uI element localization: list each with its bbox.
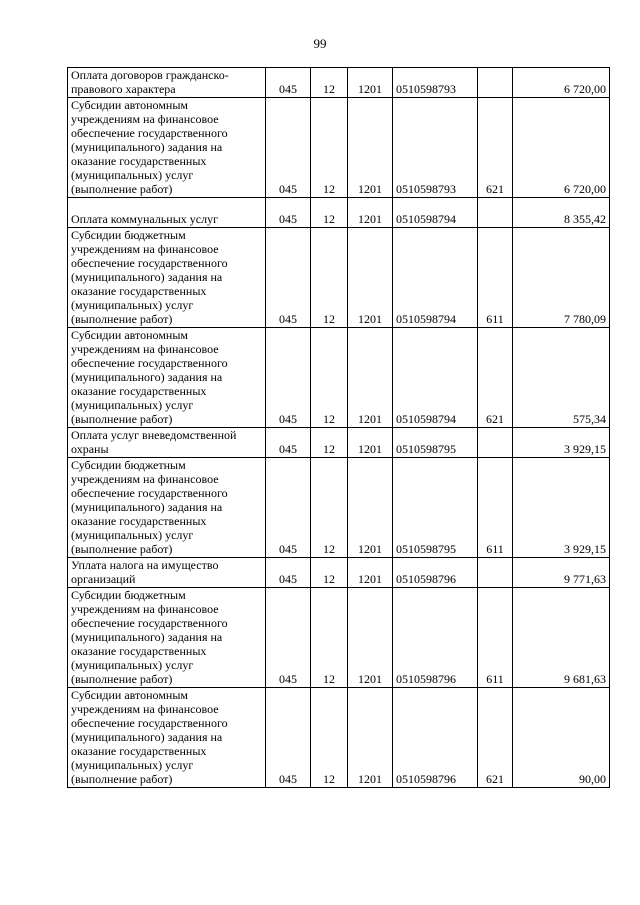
target-article-cell: 0510598795 bbox=[393, 428, 478, 458]
ministry-code-cell: 045 bbox=[266, 688, 311, 788]
expense-type-cell bbox=[478, 558, 513, 588]
amount-cell: 575,34 bbox=[513, 328, 610, 428]
expense-type-cell: 611 bbox=[478, 458, 513, 558]
table-row bbox=[68, 98, 610, 198]
expense-type-cell: 621 bbox=[478, 688, 513, 788]
amount-cell: 8 355,42 bbox=[513, 198, 610, 228]
amount-cell: 9 681,63 bbox=[513, 588, 610, 688]
row-name-cell: Субсидии бюджетным учреждениям на финансовое обеспечение государственного (муниципального) задания на оказание государственных (муниципальных) услуг (выполнение работ) bbox=[68, 458, 266, 558]
subsection-code-cell: 1201 bbox=[348, 198, 393, 228]
subsection-code-cell: 1201 bbox=[348, 328, 393, 428]
ministry-code-cell: 045 bbox=[266, 558, 311, 588]
table-row bbox=[68, 228, 610, 328]
expense-type-cell bbox=[478, 68, 513, 98]
expense-type-cell bbox=[478, 198, 513, 228]
ministry-code-cell: 045 bbox=[266, 458, 311, 558]
subsection-code-cell: 1201 bbox=[348, 558, 393, 588]
row-name-cell: Субсидии бюджетным учреждениям на финансовое обеспечение государственного (муниципального) задания на оказание государственных (муниципальных) услуг (выполнение работ) bbox=[68, 588, 266, 688]
expense-type-cell: 611 bbox=[478, 588, 513, 688]
section-code-cell: 12 bbox=[311, 198, 348, 228]
section-code-cell: 12 bbox=[311, 588, 348, 688]
amount-cell: 9 771,63 bbox=[513, 558, 610, 588]
row-name-cell: Субсидии бюджетным учреждениям на финансовое обеспечение государственного (муниципального) задания на оказание государственных (муниципальных) услуг (выполнение работ) bbox=[68, 228, 266, 328]
table-row bbox=[68, 458, 610, 558]
amount-cell: 90,00 bbox=[513, 688, 610, 788]
amount-cell: 6 720,00 bbox=[513, 98, 610, 198]
subsection-code-cell: 1201 bbox=[348, 228, 393, 328]
page-number: 99 bbox=[313, 36, 327, 51]
row-name-cell: Субсидии автономным учреждениям на финансовое обеспечение государственного (муниципального) задания на оказание государственных (муниципальных) услуг (выполнение работ) bbox=[68, 328, 266, 428]
section-code-cell: 12 bbox=[311, 558, 348, 588]
target-article-cell: 0510598793 bbox=[393, 98, 478, 198]
table-row bbox=[68, 198, 610, 228]
row-name-cell: Оплата договоров гражданско- правового характера bbox=[68, 68, 266, 98]
table-row bbox=[68, 558, 610, 588]
expense-type-cell bbox=[478, 428, 513, 458]
target-article-cell: 0510598796 bbox=[393, 688, 478, 788]
amount-cell: 7 780,09 bbox=[513, 228, 610, 328]
section-code-cell: 12 bbox=[311, 328, 348, 428]
ministry-code-cell: 045 bbox=[266, 588, 311, 688]
section-code-cell: 12 bbox=[311, 458, 348, 558]
expense-type-cell: 611 bbox=[478, 228, 513, 328]
target-article-cell: 0510598796 bbox=[393, 588, 478, 688]
ministry-code-cell: 045 bbox=[266, 228, 311, 328]
amount-cell: 3 929,15 bbox=[513, 458, 610, 558]
target-article-cell: 0510598794 bbox=[393, 228, 478, 328]
ministry-code-cell: 045 bbox=[266, 428, 311, 458]
expense-type-cell: 621 bbox=[478, 328, 513, 428]
table-row bbox=[68, 68, 610, 98]
target-article-cell: 0510598794 bbox=[393, 328, 478, 428]
table-row bbox=[68, 588, 610, 688]
target-article-cell: 0510598793 bbox=[393, 68, 478, 98]
table-row bbox=[68, 688, 610, 788]
section-code-cell: 12 bbox=[311, 98, 348, 198]
subsection-code-cell: 1201 bbox=[348, 458, 393, 558]
section-code-cell: 12 bbox=[311, 688, 348, 788]
target-article-cell: 0510598796 bbox=[393, 558, 478, 588]
row-name-cell: Оплата услуг вневедомственной охраны bbox=[68, 428, 266, 458]
table-body bbox=[68, 68, 610, 788]
ministry-code-cell: 045 bbox=[266, 68, 311, 98]
subsection-code-cell: 1201 bbox=[348, 68, 393, 98]
ministry-code-cell: 045 bbox=[266, 98, 311, 198]
section-code-cell: 12 bbox=[311, 428, 348, 458]
table-row bbox=[68, 328, 610, 428]
subsection-code-cell: 1201 bbox=[348, 428, 393, 458]
section-code-cell: 12 bbox=[311, 68, 348, 98]
subsection-code-cell: 1201 bbox=[348, 588, 393, 688]
target-article-cell: 0510598795 bbox=[393, 458, 478, 558]
amount-cell: 6 720,00 bbox=[513, 68, 610, 98]
row-name-cell: Субсидии автономным учреждениям на финансовое обеспечение государственного (муниципального) задания на оказание государственных (муниципальных) услуг (выполнение работ) bbox=[68, 98, 266, 198]
target-article-cell: 0510598794 bbox=[393, 198, 478, 228]
ministry-code-cell: 045 bbox=[266, 198, 311, 228]
row-name-cell: Субсидии автономным учреждениям на финансовое обеспечение государственного (муниципального) задания на оказание государственных (муниципальных) услуг (выполнение работ) bbox=[68, 688, 266, 788]
amount-cell: 3 929,15 bbox=[513, 428, 610, 458]
subsection-code-cell: 1201 bbox=[348, 688, 393, 788]
row-name-cell: Уплата налога на имущество организаций bbox=[68, 558, 266, 588]
subsection-code-cell: 1201 bbox=[348, 98, 393, 198]
section-code-cell: 12 bbox=[311, 228, 348, 328]
expense-type-cell: 621 bbox=[478, 98, 513, 198]
budget-table bbox=[67, 67, 610, 788]
row-name-cell: Оплата коммунальных услуг bbox=[68, 198, 266, 228]
table-row bbox=[68, 428, 610, 458]
ministry-code-cell: 045 bbox=[266, 328, 311, 428]
